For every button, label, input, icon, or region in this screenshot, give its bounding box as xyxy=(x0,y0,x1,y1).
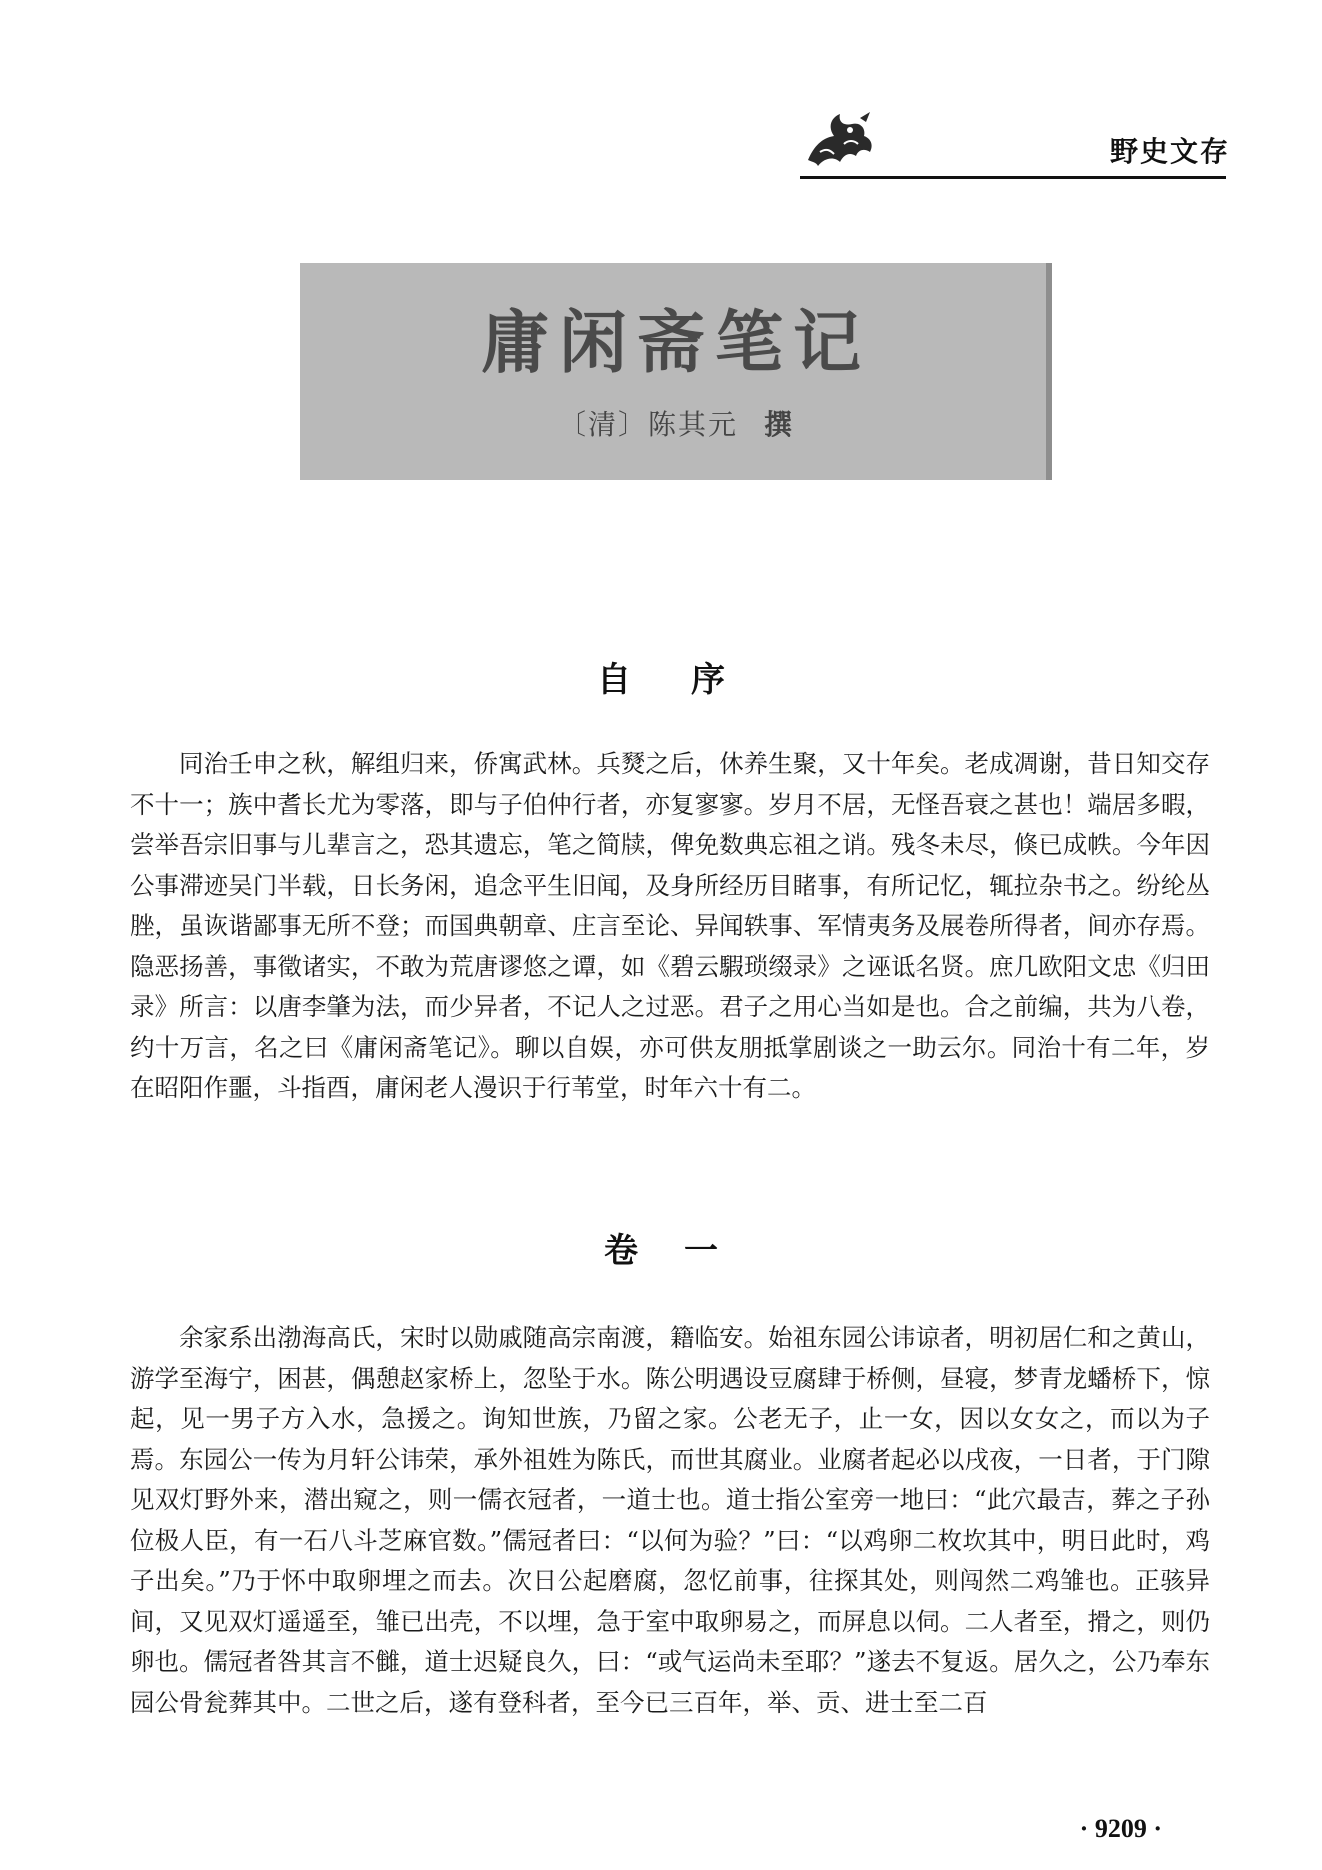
page-number: · 9209 · xyxy=(1079,1814,1162,1843)
juan-one-paragraph: 余家系出渤海高氏，宋时以勋戚随高宗南渡，籍临安。始祖东园公讳谅者，明初居仁和之黄山，游学至海宁，困甚，偶憩赵家桥上，忽坠于水。陈公明遇设豆腐肆于桥侧，昼寝，梦青龙蟠桥下，惊起，见一男子方入水，急援之。询知世族，乃留之家。公老无子，止一女，因以女女之，而以为子焉。东园公一传为月轩公讳荣，承外祖姓为陈氏，而世其腐业。业腐者起必以戌夜，一日者，于门隙见双灯野外来，潜出窥之，则一儒衣冠者，一道士也。道士指公室旁一地曰：“此穴最吉，葬之子孙位极人臣，有一石八斗芝麻官数。”儒冠者曰：“以何为验？”曰：“以鸡卵二枚坎其中，明日此时，鸡子出矣。”乃于怀中取卵埋之而去。次日公起磨腐，忽忆前事，往探其处，则闯然二鸡雏也。正骇异间，又见双灯遥遥至，雏已出壳，不以埋，急于室中取卵易之，而屏息以伺。二人者至，搰之，则仍卵也。儒冠者咎其言不雠，道士迟疑良久，曰：“或气运尚未至耶？”遂去不复返。居久之，公乃奉东园公骨瓮葬其中。二世之后，遂有登科者，至今已三百年，举、贡、进士至二百 xyxy=(130,1323,1210,1717)
book-title: 庸闲斋笔记 xyxy=(480,303,871,383)
title-block xyxy=(300,263,1052,480)
preface-heading xyxy=(0,652,1322,701)
author-name: 陈其元 xyxy=(647,408,738,441)
preface-paragraph: 同治壬申之秋，解组归来，侨寓武林。兵燹之后，休养生聚，又十年矣。老成凋谢，昔日知交存不十一；族中耆长尤为零落，即与子伯仲行者，亦复寥寥。岁月不居，无怪吾衰之甚也！端居多暇，尝举吾宗旧事与儿辈言之，恐其遗忘，笔之简牍，俾免数典忘祖之诮。残冬未尽，倏已成帙。今年因公事滞迹吴门半载，日长务闲，追念平生旧闻，及身所经历目睹事，有所记忆，辄拉杂书之。纷纶丛脞，虽诙谐鄙事无所不登；而国典朝章、庄言至论、异闻轶事、军情夷务及展卷所得者，间亦存焉。隐恶扬善，事徵诸实，不敢为荒唐谬悠之谭，如《碧云騢琐缀录》之诬诋名贤。庶几欧阳文忠《归田录》所言：以唐李肇为法，而少异者，不记人之过恶。君子之用心当如是也。合之前编，共为八卷，约十万言，名之曰《庸闲斋笔记》。聊以自娱，亦可供友朋抵掌剧谈之一助云尔。同治十有二年，岁在昭阳作噩，斗指酉，庸闲老人漫识于行苇堂，时年六十有二。 xyxy=(130,749,1210,1102)
header-rule xyxy=(800,176,1226,179)
series-title: 野史文存 xyxy=(1110,135,1231,168)
dynasty: 〔清〕 xyxy=(557,408,648,441)
juan-one-heading-text: 卷一 xyxy=(604,1231,764,1271)
title-block-edge xyxy=(1046,263,1052,480)
juan-one-heading xyxy=(0,1223,1322,1272)
dragon-emblem-icon xyxy=(800,108,878,172)
preface-heading-text: 自序 xyxy=(597,660,785,700)
byline xyxy=(300,403,1052,443)
author-role: 撰 xyxy=(764,408,795,441)
